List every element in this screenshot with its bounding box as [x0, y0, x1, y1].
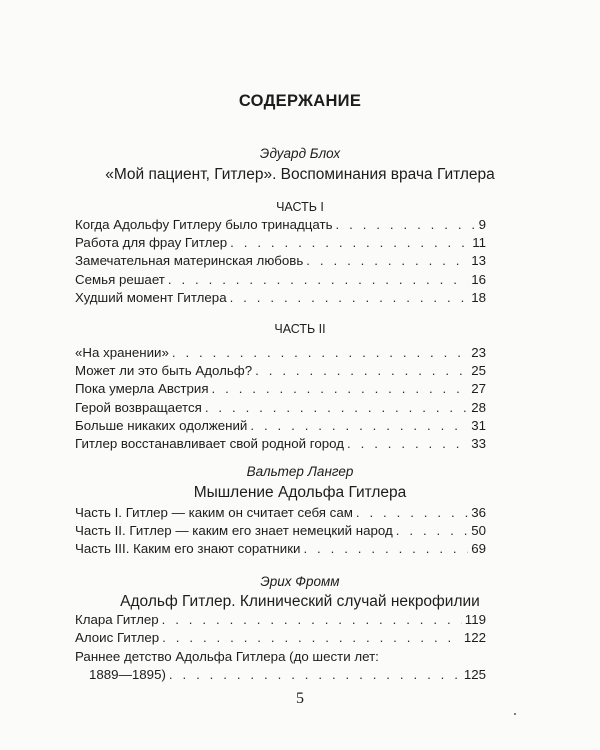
page-title: СОДЕРЖАНИЕ — [238, 92, 362, 110]
entry-title-line1[interactable]: Раннее детство Адольфа Гитлера (до шести лет: — [75, 649, 379, 665]
author-fromm: Эрих Фромм — [260, 574, 340, 589]
entry-title: Замечательная материнская любовь — [75, 253, 304, 269]
entry-title: «На хранении» — [75, 345, 169, 360]
toc-entry[interactable] — [75, 400, 486, 418]
entry-title-line2: 1889—1895) — [89, 666, 166, 682]
dot-leader — [230, 235, 469, 250]
toc-entry[interactable] — [75, 363, 486, 381]
toc-list-part-2 — [75, 345, 486, 454]
toc-entry[interactable] — [75, 253, 486, 271]
dot-leader — [347, 436, 468, 451]
book-title-langer: Мышление Адольфа Гитлера — [193, 484, 407, 501]
entry-page: 13 — [471, 253, 486, 269]
entry-title: Часть III. Каким его знают соратники — [75, 541, 301, 557]
toc-entry[interactable] — [75, 217, 486, 235]
entry-title: Когда Адольфу Гитлеру было тринадцать — [75, 217, 333, 232]
entry-page: 11 — [472, 235, 486, 251]
toc-entry[interactable] — [75, 290, 486, 308]
dot-leader — [303, 541, 468, 556]
entry-page: 125 — [463, 666, 486, 682]
toc-entry[interactable] — [75, 345, 486, 363]
dot-leader — [250, 418, 468, 433]
dot-leader — [212, 381, 469, 396]
entry-page: 23 — [471, 345, 486, 360]
toc-entry[interactable] — [75, 523, 486, 541]
toc-entry[interactable] — [75, 541, 486, 559]
toc-list-langer — [75, 505, 486, 560]
toc-list-fromm — [75, 612, 486, 685]
entry-title: Работа для фрау Гитлер — [75, 235, 228, 251]
dot-leader — [205, 400, 468, 415]
toc-entry[interactable] — [75, 418, 486, 436]
entry-title: Клара Гитлер — [75, 612, 159, 627]
entry-page: 9 — [478, 217, 486, 232]
book-title-fromm: Адольф Гитлер. Клинический случай некрофилии — [120, 593, 480, 610]
entry-title: Больше никаких одолжений — [75, 417, 248, 433]
entry-page: 33 — [471, 435, 486, 451]
entry-page: 36 — [471, 505, 486, 520]
print-speck — [514, 713, 516, 715]
dot-leader — [356, 505, 468, 520]
toc-entry[interactable] — [75, 612, 486, 630]
dot-leader — [230, 290, 469, 305]
entry-title: Гитлер восстанавливает свой родной город — [75, 435, 345, 451]
dot-leader — [168, 272, 468, 287]
toc-entry[interactable] — [75, 436, 486, 454]
entry-page: 119 — [464, 612, 486, 627]
toc-entry[interactable] — [75, 272, 486, 290]
book-title-bloch: «Мой пациент, Гитлер». Воспоминания врача Гитлера — [105, 166, 495, 183]
entry-title: Герой возвращается — [75, 399, 202, 415]
dot-leader — [162, 612, 462, 627]
entry-page: 25 — [471, 363, 486, 379]
dot-leader — [162, 630, 461, 645]
dot-leader — [169, 667, 461, 682]
entry-title: Пока умерла Австрия — [75, 381, 209, 397]
entry-page: 27 — [471, 381, 486, 397]
entry-page: 69 — [471, 541, 486, 557]
author-langer: Вальтер Лангер — [246, 464, 354, 479]
toc-entry[interactable] — [75, 235, 486, 253]
entry-page: 28 — [471, 399, 486, 415]
author-bloch: Эдуард Блох — [259, 146, 341, 161]
part-1-heading: ЧАСТЬ I — [276, 200, 324, 214]
toc-list-part-1 — [75, 217, 486, 308]
part-2-heading: ЧАСТЬ II — [274, 322, 326, 336]
dot-leader — [172, 345, 468, 360]
entry-page: 50 — [471, 523, 486, 539]
toc-entry[interactable] — [75, 667, 486, 685]
entry-title: Часть I. Гитлер — каким он считает себя сам — [75, 505, 353, 520]
dot-leader — [255, 363, 468, 378]
entry-page: 31 — [471, 417, 486, 433]
page-number: 5 — [296, 690, 304, 707]
entry-title: Алоис Гитлер — [75, 630, 160, 646]
entry-title: Часть II. Гитлер — каким его знает немецкий народ — [75, 523, 393, 539]
dot-leader — [396, 523, 468, 538]
toc-entry[interactable] — [75, 381, 486, 399]
toc-entry[interactable] — [75, 630, 486, 648]
toc-entry[interactable] — [75, 505, 486, 523]
entry-page: 122 — [463, 630, 486, 646]
entry-page: 18 — [471, 289, 486, 305]
dot-leader — [306, 253, 468, 268]
dot-leader — [336, 217, 476, 232]
entry-title: Худший момент Гитлера — [75, 289, 227, 305]
entry-title: Может ли это быть Адольф? — [75, 363, 253, 379]
entry-page: 16 — [471, 271, 486, 287]
entry-title: Семья решает — [75, 271, 165, 287]
